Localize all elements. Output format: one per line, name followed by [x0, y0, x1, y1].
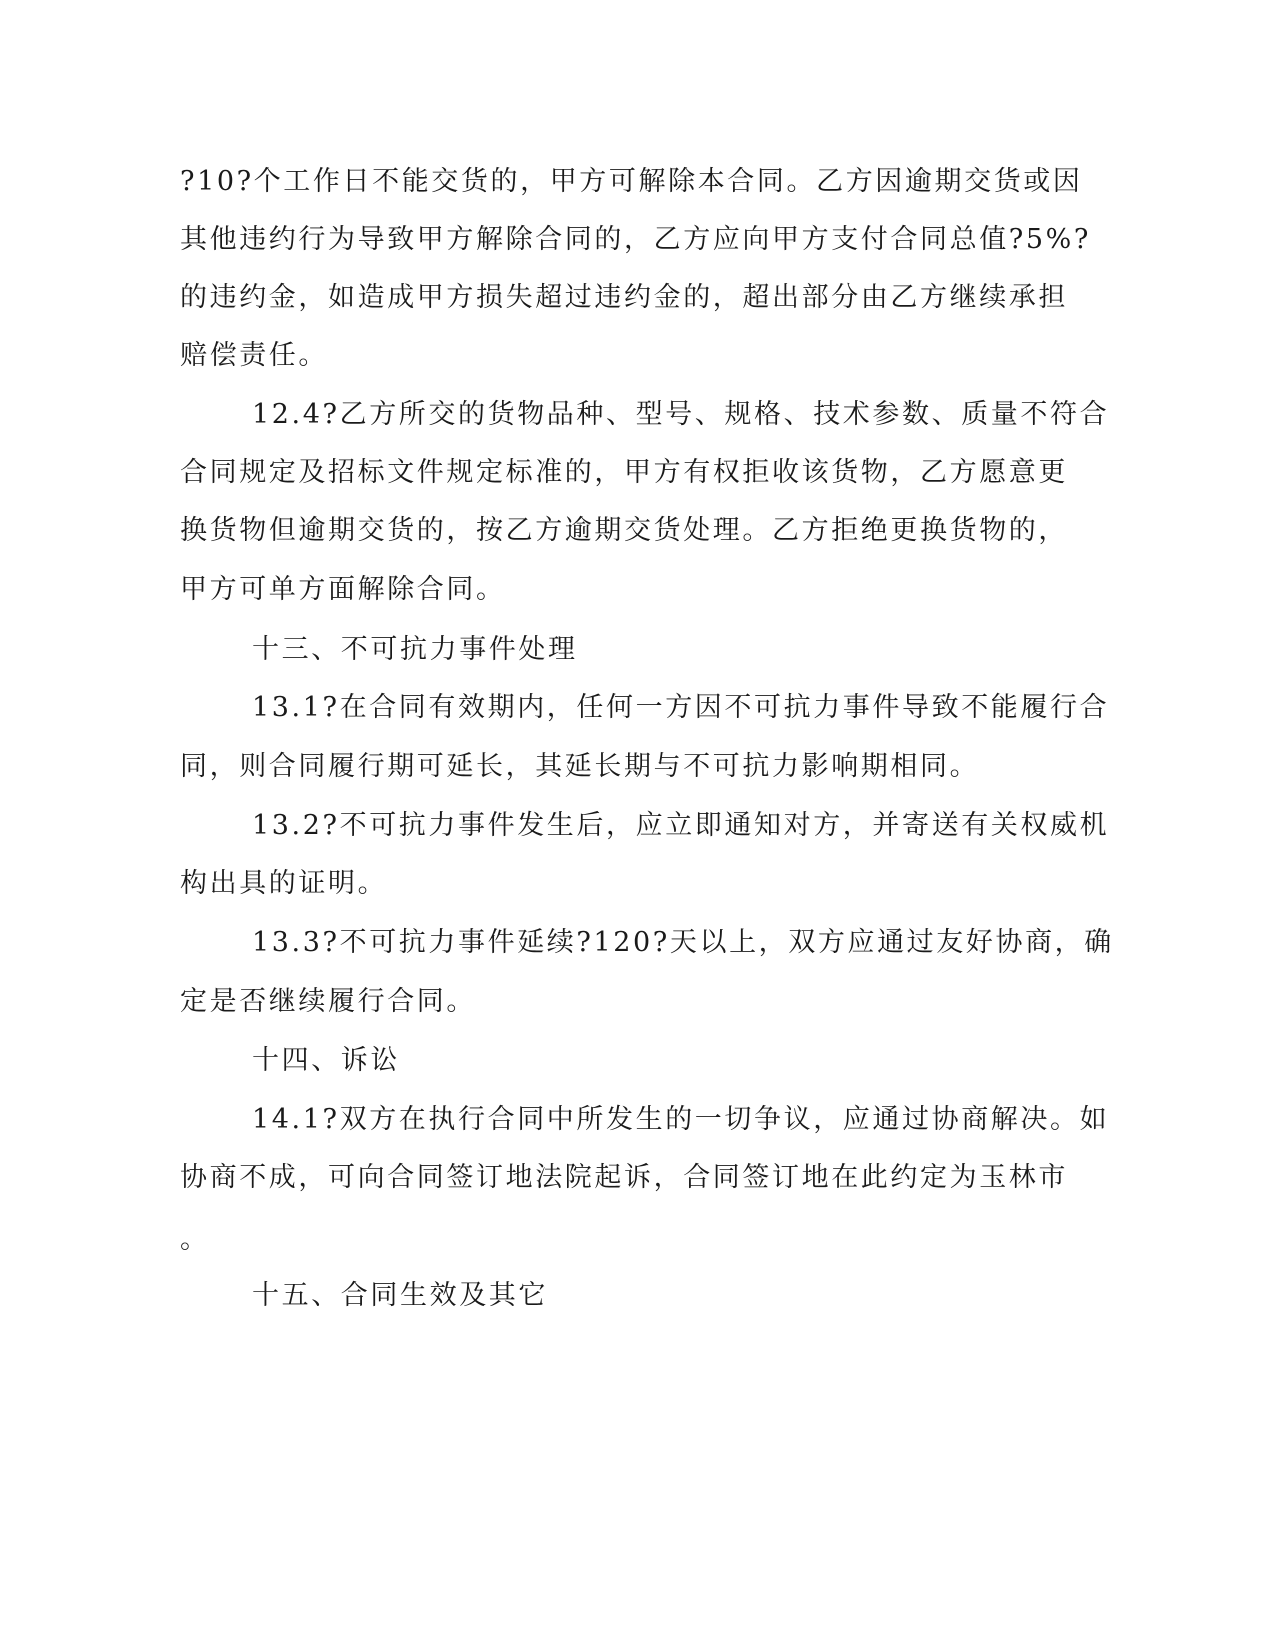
text-line: 的违约金，如造成甲方损失超过违约金的，超出部分由乙方继续承担 [180, 282, 1068, 313]
section-heading: 十三、不可抗力事件处理 [252, 634, 578, 665]
text-line: 。 [180, 1224, 210, 1255]
section-heading: 十五、合同生效及其它 [252, 1280, 548, 1311]
text-line: 合同规定及招标文件规定标准的，甲方有权拒收该货物，乙方愿意更 [180, 457, 1068, 488]
text-line: 13.1?在合同有效期内，任何一方因不可抗力事件导致不能履行合 [252, 692, 1110, 723]
text-line: ?10?个工作日不能交货的，甲方可解除本合同。乙方因逾期交货或因 [180, 166, 1083, 197]
text-line: 其他违约行为导致甲方解除合同的，乙方应向甲方支付合同总值?5%? [180, 224, 1091, 255]
text-line: 换货物但逾期交货的，按乙方逾期交货处理。乙方拒绝更换货物的， [180, 515, 1068, 546]
text-line: 同，则合同履行期可延长，其延长期与不可抗力影响期相同。 [180, 751, 980, 782]
text-line: 13.2?不可抗力事件发生后，应立即通知对方，并寄送有关权威机 [252, 810, 1110, 841]
text-line: 定是否继续履行合同。 [180, 986, 476, 1017]
text-line: 甲方可单方面解除合同。 [180, 574, 506, 605]
section-heading: 十四、诉讼 [252, 1045, 400, 1076]
text-line: 赔偿责任。 [180, 340, 328, 371]
text-line: 13.3?不可抗力事件延续?120?天以上，双方应通过友好协商，确 [252, 927, 1114, 958]
text-line: 14.1?双方在执行合同中所发生的一切争议，应通过协商解决。如 [252, 1104, 1110, 1135]
text-line: 协商不成，可向合同签订地法院起诉，合同签订地在此约定为玉林市 [180, 1162, 1068, 1193]
text-line: 12.4?乙方所交的货物品种、型号、规格、技术参数、质量不符合 [252, 399, 1110, 430]
text-line: 构出具的证明。 [180, 868, 388, 899]
